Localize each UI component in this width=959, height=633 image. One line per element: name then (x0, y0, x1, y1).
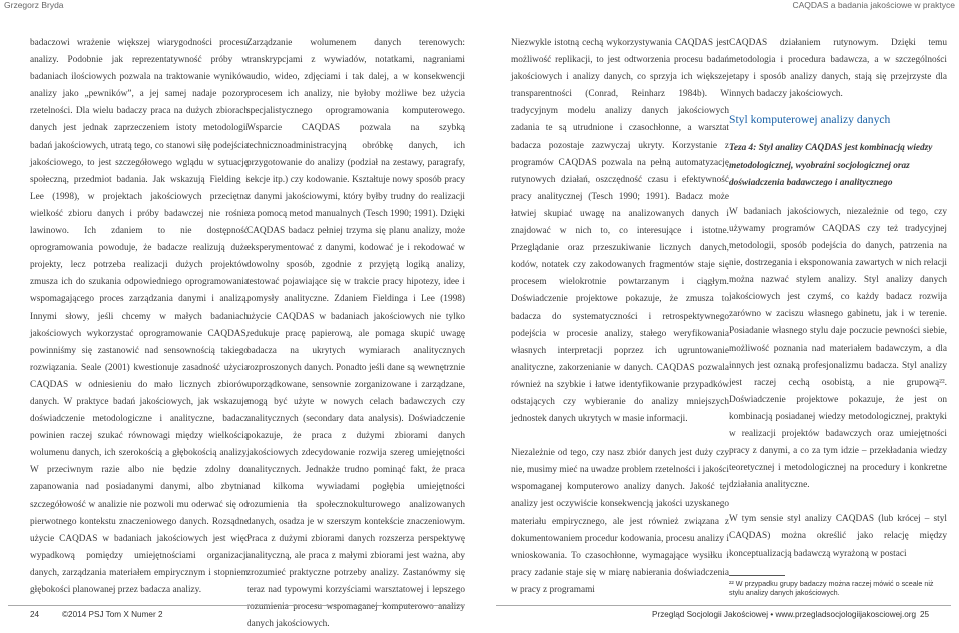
column-2 (247, 35, 465, 633)
running-head-title: CAQDAS a badania jakościowe w praktyce (792, 0, 955, 10)
thesis-statement: Teza 4: Styl analizy CAQDAS jest kombinacją wiedzy metodologicznej, wyobraźni socjologicznej oraz doświadczenia badawczego i analitycznego (729, 143, 933, 188)
paragraph: Niezależnie od tego, czy nasz zbiór danych jest duży czy nie, musimy mieć na uwadze problem rzetelności i jakości wspomaganej komputerowo analizy danych. Jakość tej analizy jest oczywiście konsekwencją jakości uzyskanego materiału empirycznego, ale jest również związana z dokumentowaniem procedur kodowania, procesu analizy i wnioskowania. To czasochłonne, wymagające wysiłku i pracy zadanie staje się w miarę nabierania doświadczenia w pracy z programami (511, 448, 729, 595)
footnote-divider (729, 575, 785, 576)
footer-rule-right (496, 605, 951, 606)
footnote: ²² W przypadku grupy badaczy można raczej mówić o sceale niż stylu analizy danych jakościowych. (729, 578, 934, 597)
footer-journal-site: Przegląd Socjologii Jakościowej • www.przegladsocjologiijakosciowej.org (652, 610, 917, 619)
paragraph: W badaniach jakościowych, niezależnie od tego, czy używamy programów CAQDAS czy też tradycyjnej metodologii, sposób podejścia do danych, patrzenia na nie, dostrzegania i eksponowania zawartych w nich relacji można nazwać stylem analizy. Styl analizy danych jakościowych jest czymś, co każdy badacz rozwija zarówno w zaciszu własnego gabinetu, jak i w terenie. Posiadanie własnego stylu daje poczucie pewności siebie, możliwość poznania nad materiałem badawczym, a dla innych jest oznaką profesjonalizmu badacza. Styl analizy jest raczej cechą osobistą, a nie grupową²². Doświadczenie projektowe pokazuje, że jest on kombinacją posiadanej wiedzy metodologicznej, praktyki w realizacji projektów badawczych oraz umiejętności pracy z danymi, a co za tym idzie – przekładania wiedzy teoretycznej i metodologicznej na procedury i konkretne działania analityczne. (729, 206, 947, 491)
paragraph: Zarządzanie wolumenem danych terenowych: transkrypcjami z wywiadów, notatkami, nagraniami audio, wideo, zdjęciami i tak dalej, a w konsekwencji procesem ich analizy, nie byłoby możliwe bez użycia specjalistycznego oprogramowania komputerowego. Wsparcie CAQDAS pozwala na szybką technicznoadministracyjną obróbkę danych, ich przygotowanie do analizy (podział na zestawy, paragrafy, sekcje itp.) czy kodowanie. Kształtuje nowy sposób pracy z danymi jakościowymi, który byłby trudny do realizacji za pomocą metod manualnych (Tesch 1990; 1991). Dzięki CAQDAS badacz pełniej trzyma się planu analizy, może eksperymentować z danymi, kodować je i rekodować w dowolny sposób, zgodnie z przyjętą logiką analizy, testować pojawiające się w trakcie pracy hipotezy, idee i pomysły analityczne. Zdaniem Fieldinga i Lee (1998) użycie CAQDAS w badaniach jakościowych nie tylko redukuje pracę papierową, ale pomaga skupić uwagę badacza na ukrytych wymiarach analitycznych rozproszonych danych. Ponadto jeśli dane są wewnętrznie uporządkowane, sensownie zorganizowane i zarządzane, mogą być użyte w nowych celach badawczych czy analitycznych (secondary data analysis). Doświadczenie pokazuje, że praca z dużymi zbiorami danych jakościowych zdecydowanie rozwija szereg umiejętności analitycznych. Jednakże trudno pominąć fakt, że praca nad kilkoma wywiadami pogłębia umiejętności rozumienia tła społecznokulturowego analizowanych danych, osadza je w szerszym kontekście znaczeniowym. Praca z dużymi zbiorami danych rozszerza perspektywę analityczną, ale praca z małymi zbiorami jest ważna, aby zrozumieć praktyczne potrzeby analizy. Zastanówmy się teraz nad typowymi korzyściami warsztatowej i lepszego rozumienia procesu wspomaganej komputerowo analizy danych jakościowych. (247, 38, 465, 630)
footer-journal-issue: ©2014 PSJ Tom X Numer 2 (62, 610, 163, 619)
page-number-left: 24 (30, 610, 40, 619)
right-page (487, 35, 959, 600)
running-head (0, 0, 959, 12)
column-3 (511, 35, 729, 599)
column-1 (30, 35, 248, 599)
paragraph: W tym sensie styl analizy CAQDAS (lub krócej – styl CAQDAS) można określić jako relację między konceptualizacją badawczą wyrażoną w postaci (729, 514, 947, 559)
section-title: Styl komputerowej analizy danych (729, 113, 891, 127)
paragraph: Niezwykle istotną cechą wykorzystywania CAQDAS jest możliwość replikacji, to jest odtworzenia procesu badań jakościowych i analizy danych, co sprzyja ich większej transparentności (Conrad, Reinharz 1984b). W tradycyjnym modelu analizy danych jakościowych zadania te są utrudnione i czasochłonne, a warsztat badacza pozostaje zazwyczaj ukryty. Korzystanie z programów CAQDAS pozwala na pełną automatyzację rutynowych działań, oszczędność czasu i efektywność pracy analitycznej (Tesch 1990; 1991). Badacz może łatwiej skupiać uwagę na analizowanych danych i znajdować w nich to, co interesujące i istotne. Przeglądanie oraz przeszukiwanie licznych danych, kodów, notatek czy zakodowanych fragmentów staje się procesem wielokrotnie powtarzanym i ciągłym. Doświadczenie projektowe pokazuje, że zmusza to badacza do systematyczności i retrospektywnego podejścia w procesie analizy, stałego weryfikowania własnych interpretacji poprzez ich ugruntowanie analityczne, zakorzenianie w danych. CAQDAS pozwala również na szybkie i łatwe identyfikowanie przypadków odstających czy wybieranie do analizy mniejszych jednostek danych ukrytych w masie informacji. (511, 38, 729, 425)
column-4 (729, 35, 947, 597)
page-footer (0, 605, 959, 622)
page-number-right: 25 (920, 610, 930, 619)
running-head-author: Grzegorz Bryda (4, 0, 64, 10)
footer-rule-left (8, 605, 463, 606)
paragraph: badaczowi wrażenie większej wiarygodności procesu analizy. Podobnie jak reprezentatywność próby w badaniach ilościowych pozwala na traktowanie wyników analizy jako „pewników”, a jej samej nadaje pozory rzetelności. Dla wielu badaczy praca na dużych zbiorach danych jest jednak zaprzeczeniem istoty metodologii badań jakościowych, utratą tego, co stanowi siłę podejścia jakościowego, to jest szczegółowego wglądu w sytuację społeczną, przedmiot badania. Jak wskazują Fielding i Lee (1998), w projektach jakościowych przeciętna wielkość zbioru danych i próby badawczej nie rośnie lawinowo. Ich zdaniem to nie dostępność oprogramowania powoduje, że badacze realizują duże projekty, lecz potrzeba realizacji dużych projektów zmusza ich do szukania odpowiedniego oprogramowania wspomagającego proces zarządzania danymi i analizą. Innymi słowy, jeśli chcemy w małych badaniach jakościowych wykorzystać oprogramowanie CAQDAS, powinniśmy się zastanowić nad sensownością takiego rozwiązania. Seale (2001) kwestionuje zasadność użycia CAQDAS w odniesieniu do mało licznych zbiorów danych. W praktyce badań jakościowych, jak wskazuje doświadczenie metodologiczne i analityczne, badacz powinien raczej szukać równowagi między wielkością wolumenu danych, ich szerokością a głębokością analizy. W przeciwnym razie albo nie będzie zdolny do zapanowania nad posiadanymi danymi, albo zbytnia szczegółowość w analizie nie pozwoli mu oderwać się od pierwotnego kontekstu znaczeniowego danych. Rozsądne użycie CAQDAS w badaniach jakościowych jest więc wypadkową pomiędzy umiejętnościami organizacji danych, zarządzania materiałem empirycznym i stopniem głębokości planowanej przez badacza analizy. (30, 38, 248, 595)
paragraph: CAQDAS działaniem rutynowym. Dzięki temu metodologia i procedura badawcza, a w szczególności etapy i sposób analizy danych, stają się przejrzyste dla innych badaczy jakościowych. (729, 38, 947, 100)
